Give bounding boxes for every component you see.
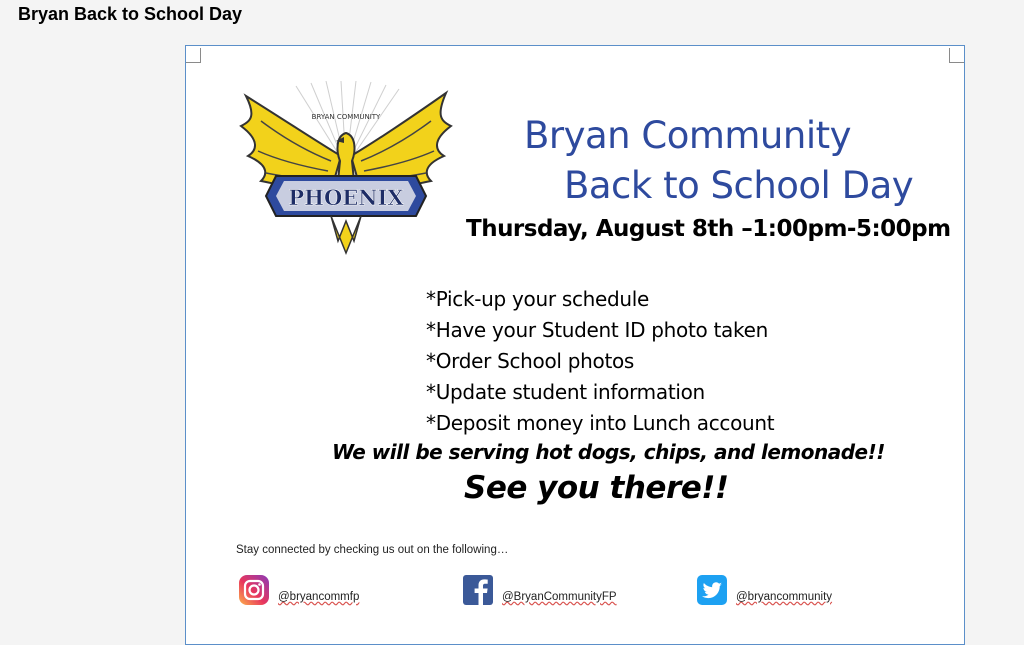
facebook-icon — [462, 574, 494, 606]
list-item: *Deposit money into Lunch account — [426, 411, 775, 435]
logo-banner-text: PHOENIX — [288, 185, 404, 210]
twitter-link[interactable] — [696, 574, 832, 606]
document-page — [185, 45, 965, 645]
list-item: *Have your Student ID photo taken — [426, 318, 768, 342]
page-title: Bryan Back to School Day — [18, 4, 243, 24]
activity-list — [426, 284, 774, 439]
flyer-title-line1: Bryan Community — [524, 114, 852, 157]
flyer-title-line2: Back to School Day — [564, 164, 914, 207]
list-item: *Pick-up your schedule — [426, 287, 650, 311]
instagram-link[interactable] — [238, 574, 359, 606]
logo-arc-text: BRYAN COMMUNITY — [311, 113, 381, 121]
list-item: *Order School photos — [426, 349, 635, 373]
stay-connected-text: Stay connected by checking us out on the following… — [236, 544, 509, 556]
crop-mark-top-left — [186, 48, 201, 63]
phoenix-logo — [236, 81, 456, 256]
instagram-icon — [238, 574, 270, 606]
serving-note: We will be serving hot dogs, chips, and lemonade!! — [332, 440, 885, 464]
crop-mark-top-right — [949, 48, 964, 63]
facebook-link[interactable] — [462, 574, 617, 606]
event-date: Thursday, August 8th –1:00pm-5:00pm — [466, 216, 951, 242]
twitter-icon — [696, 574, 728, 606]
facebook-handle[interactable]: @BryanCommunityFP — [502, 591, 617, 603]
twitter-handle[interactable]: @bryancommunity — [736, 591, 833, 603]
instagram-handle[interactable]: @bryancommfp — [278, 591, 360, 603]
list-item: *Update student information — [426, 380, 705, 404]
see-you-text: See you there!! — [464, 470, 729, 506]
